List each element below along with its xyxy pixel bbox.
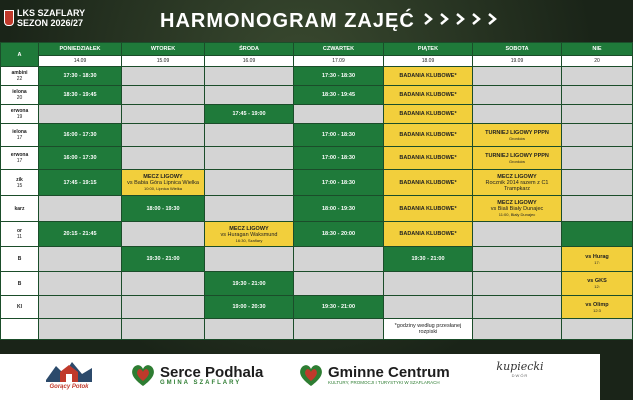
training-slot <box>294 67 384 86</box>
brand1-subtitle: GMINA SZAFLARY <box>160 379 242 386</box>
empty-slot <box>294 105 384 124</box>
schedule-row <box>1 170 633 196</box>
slot-text: vs Olimp <box>585 301 609 308</box>
slot-text: MECZ LIGOWY <box>229 225 269 232</box>
empty-slot <box>122 272 205 296</box>
slot-text: 17:45 - 19:15 <box>63 179 97 186</box>
empty-slot <box>294 272 384 296</box>
schedule-row <box>1 222 633 247</box>
group-year: 11 <box>16 234 23 240</box>
training-slot <box>39 147 122 170</box>
day-date: 16.09 <box>205 56 294 67</box>
empty-slot <box>205 196 294 222</box>
brand1-name: Serce Podhala <box>160 363 264 381</box>
slot-text: MECZ LIGOWY <box>497 200 537 206</box>
training-slot <box>39 86 122 105</box>
empty-slot <box>294 319 384 340</box>
gminne-centrum-logo <box>298 362 450 388</box>
event-slot <box>562 247 633 272</box>
slot-text: 19:30 - 21:00 <box>411 256 445 262</box>
group-name: KI <box>17 304 22 310</box>
training-slot <box>205 296 294 319</box>
slot-text: 18:30 - 20:00 <box>321 231 356 237</box>
group-name: erwona <box>10 108 29 114</box>
chevron-right-icon <box>422 12 436 26</box>
event-slot <box>384 196 473 222</box>
club-name: LKS SZAFLARY <box>17 8 86 18</box>
group-name: karz <box>14 205 25 212</box>
club-badge <box>4 8 85 28</box>
club-crest-icon <box>4 10 14 26</box>
slot-text: BADANIA KLUBOWE* <box>399 231 457 237</box>
schedule-row <box>1 147 633 170</box>
empty-slot <box>562 67 633 86</box>
chevron-right-icon <box>454 12 468 26</box>
kupiecki-dwor-logo <box>490 360 550 396</box>
day-header: CZWARTEK <box>294 43 384 56</box>
slot-line: vs Huragan Waksmund <box>220 231 278 238</box>
day-header: ŚRODA <box>205 43 294 56</box>
slot-line: vs Biali Biały Dunajec <box>490 206 544 212</box>
slot-text: 18:00 - 19:30 <box>321 205 356 212</box>
slot-text: 17:00 - 18:30 <box>321 179 356 186</box>
schedule-row <box>1 105 633 124</box>
group-name: ambini <box>11 70 28 76</box>
empty-slot <box>39 296 122 319</box>
empty-slot <box>562 170 633 196</box>
group-name: B <box>17 280 22 287</box>
slot-text: 18:30 - 19:45 <box>63 92 97 98</box>
goracy-potok-logo <box>40 358 98 396</box>
group-name: or <box>17 228 22 234</box>
logo1-text: Gorący Potok <box>49 384 89 390</box>
empty-slot <box>205 86 294 105</box>
slot-text: BADANIA KLUBOWE* <box>399 111 457 117</box>
brand3-subtitle: DWÓR <box>511 373 529 378</box>
schedule-row <box>1 124 633 147</box>
sponsor-footer <box>0 354 600 400</box>
group-label <box>1 124 39 147</box>
day-header: PONIEDZIAŁEK <box>39 43 122 56</box>
group-column-header: A <box>1 43 39 67</box>
training-slot <box>384 247 473 272</box>
training-slot <box>294 147 384 170</box>
event-slot <box>384 86 473 105</box>
group-year: 22 <box>16 76 23 82</box>
slot-line: vs Babia Góra Lipnica Wielka <box>127 180 199 186</box>
training-slot <box>294 124 384 147</box>
slot-line: Rocznik 2014 razem z C1 <box>485 179 549 186</box>
empty-slot <box>122 222 205 247</box>
empty-slot <box>562 196 633 222</box>
slot-text: 19:00 - 20:30 <box>232 304 266 310</box>
empty-slot <box>205 124 294 147</box>
serce-podhala-logo <box>130 362 263 388</box>
slot-text: BADANIA KLUBOWE* <box>399 132 457 138</box>
group-name: ielona <box>12 129 27 135</box>
event-slot <box>205 222 294 247</box>
slot-text: 16:00 - 17:30 <box>63 155 97 161</box>
slot-detail: Gronków <box>508 158 525 164</box>
slot-line: Trampkarz <box>503 185 531 192</box>
training-slot <box>39 124 122 147</box>
slot-text: TURNIEJ LIGOWY PPPN <box>485 129 549 136</box>
empty-slot <box>473 272 562 296</box>
day-header: NIE <box>562 43 633 56</box>
event-slot <box>384 147 473 170</box>
brand2-name: Gminne Centrum <box>328 364 450 381</box>
empty-slot <box>562 105 633 124</box>
chevron-right-icon <box>470 12 484 26</box>
empty-slot <box>205 247 294 272</box>
event-slot <box>473 124 562 147</box>
empty-slot <box>473 319 562 340</box>
training-slot <box>205 105 294 124</box>
empty-slot <box>473 86 562 105</box>
event-slot <box>384 124 473 147</box>
event-slot <box>384 105 473 124</box>
slot-text: 17:45 - 19:00 <box>232 111 266 117</box>
training-slot <box>562 222 633 247</box>
schedule-row <box>1 319 633 340</box>
empty-slot <box>562 147 633 170</box>
day-date: 20 <box>562 56 633 67</box>
slot-text: vs GKS <box>587 278 607 284</box>
slot-detail: 12:3 <box>593 307 601 313</box>
group-year: 17 <box>16 158 23 164</box>
schedule-row <box>1 196 633 222</box>
season-label: SEZON 2026/27 <box>17 18 84 28</box>
slot-text: 19:30 - 21:00 <box>146 256 180 262</box>
slot-detail: 17: <box>594 259 600 265</box>
training-slot <box>294 222 384 247</box>
empty-slot <box>39 196 122 222</box>
empty-slot <box>473 222 562 247</box>
group-label <box>1 67 39 86</box>
slot-text: BADANIA KLUBOWE* <box>399 92 457 98</box>
brand2-subtitle: KULTURY, PROMOCJI I TURYSTYKI W SZAFLARACH <box>328 380 440 385</box>
empty-slot <box>473 67 562 86</box>
slot-detail: 12: <box>594 284 600 289</box>
group-label <box>1 105 39 124</box>
group-label <box>1 296 39 319</box>
empty-slot <box>384 272 473 296</box>
heart-icon <box>130 362 156 388</box>
slot-text: MECZ LIGOWY <box>497 173 537 180</box>
slot-text: BADANIA KLUBOWE* <box>399 73 457 79</box>
chevron-decoration <box>422 12 502 26</box>
empty-slot <box>205 147 294 170</box>
group-label <box>1 86 39 105</box>
training-slot <box>294 170 384 196</box>
group-label <box>1 170 39 196</box>
day-date: 18.09 <box>384 56 473 67</box>
group-label <box>1 319 39 340</box>
empty-slot <box>473 105 562 124</box>
chevron-right-icon <box>486 12 500 26</box>
schedule-row <box>1 86 633 105</box>
day-header: PIĄTEK <box>384 43 473 56</box>
group-label <box>1 272 39 296</box>
event-slot <box>473 196 562 222</box>
header <box>0 0 600 42</box>
empty-slot <box>294 247 384 272</box>
empty-slot <box>205 170 294 196</box>
slot-text: vs Hurag <box>585 253 609 260</box>
slot-text: TURNIEJ LIGOWY PPPN <box>485 152 549 159</box>
group-label <box>1 222 39 247</box>
group-year: 15 <box>16 182 23 189</box>
training-slot <box>205 272 294 296</box>
empty-slot <box>122 86 205 105</box>
schedule-row <box>1 272 633 296</box>
empty-slot <box>39 105 122 124</box>
training-slot <box>39 222 122 247</box>
mountain-house-icon <box>46 360 92 382</box>
empty-slot <box>562 319 633 340</box>
schedule-table <box>0 42 633 340</box>
training-slot <box>39 170 122 196</box>
empty-slot <box>122 147 205 170</box>
empty-slot <box>39 272 122 296</box>
page-title: HARMONOGRAM ZAJĘĆ <box>160 10 415 32</box>
day-date: 17.09 <box>294 56 384 67</box>
empty-slot <box>39 247 122 272</box>
training-slot <box>122 247 205 272</box>
slot-detail: 16:30, Szaflary <box>235 237 263 243</box>
empty-slot <box>205 67 294 86</box>
group-name: B <box>17 256 22 262</box>
chevron-right-icon <box>438 12 452 26</box>
day-date: 19.09 <box>473 56 562 67</box>
empty-slot <box>473 247 562 272</box>
group-year: 19 <box>16 114 23 120</box>
slot-text: MECZ LIGOWY <box>143 174 183 180</box>
empty-slot <box>205 319 294 340</box>
event-slot <box>384 170 473 196</box>
schedule-row <box>1 67 633 86</box>
slot-text: 19:30 - 21:00 <box>321 304 356 310</box>
slot-text: 16:00 - 17:30 <box>63 132 97 138</box>
empty-slot <box>562 86 633 105</box>
brand3-name: kupiecki <box>496 360 544 373</box>
empty-slot <box>39 319 122 340</box>
training-slot <box>294 196 384 222</box>
day-date: 15.09 <box>122 56 205 67</box>
slot-text: 17:30 - 18:30 <box>63 73 97 79</box>
slot-line: rozpiski <box>418 329 438 335</box>
slot-text: 17:00 - 18:30 <box>321 132 356 138</box>
empty-slot <box>122 105 205 124</box>
slot-text: 20:15 - 21:45 <box>63 231 97 237</box>
slot-text: *godziny według przesłanej <box>394 323 462 329</box>
group-name: ielona <box>12 89 27 95</box>
slot-text: 17:30 - 18:30 <box>321 73 356 79</box>
slot-detail: 10:00, Lipnica Wielka <box>143 186 183 191</box>
day-date: 14.09 <box>39 56 122 67</box>
day-header: SOBOTA <box>473 43 562 56</box>
heart-icon <box>298 362 324 388</box>
empty-slot <box>122 124 205 147</box>
event-slot <box>384 222 473 247</box>
empty-slot <box>122 319 205 340</box>
group-label <box>1 147 39 170</box>
training-slot <box>294 296 384 319</box>
training-slot <box>39 67 122 86</box>
schedule-row <box>1 296 633 319</box>
day-header: WTOREK <box>122 43 205 56</box>
empty-slot <box>384 296 473 319</box>
event-slot <box>562 296 633 319</box>
group-name: zik <box>16 176 23 183</box>
slot-text: 18:30 - 19:45 <box>321 92 356 98</box>
slot-text: 18:00 - 19:30 <box>146 205 180 212</box>
group-label <box>1 196 39 222</box>
event-slot <box>473 147 562 170</box>
group-name: erwona <box>10 152 29 158</box>
slot-text: BADANIA KLUBOWE* <box>399 155 457 161</box>
empty-slot <box>473 296 562 319</box>
slot-text: 17:00 - 18:30 <box>321 155 356 161</box>
schedule-row <box>1 247 633 272</box>
group-year: 17 <box>16 135 23 141</box>
empty-slot <box>562 124 633 147</box>
group-label <box>1 247 39 272</box>
slot-text: BADANIA KLUBOWE* <box>399 179 457 186</box>
empty-slot <box>122 67 205 86</box>
slot-detail: Gronków <box>508 135 525 141</box>
training-slot <box>122 196 205 222</box>
slot-text: BADANIA KLUBOWE* <box>399 205 457 212</box>
empty-slot <box>122 296 205 319</box>
footnote <box>384 319 473 340</box>
event-slot <box>562 272 633 296</box>
event-slot <box>122 170 205 196</box>
event-slot <box>473 170 562 196</box>
event-slot <box>384 67 473 86</box>
group-year: 20 <box>16 95 23 101</box>
slot-text: 19:30 - 21:00 <box>232 280 266 287</box>
slot-detail: 11:00, Biały Dunajec <box>498 212 536 217</box>
training-slot <box>294 86 384 105</box>
